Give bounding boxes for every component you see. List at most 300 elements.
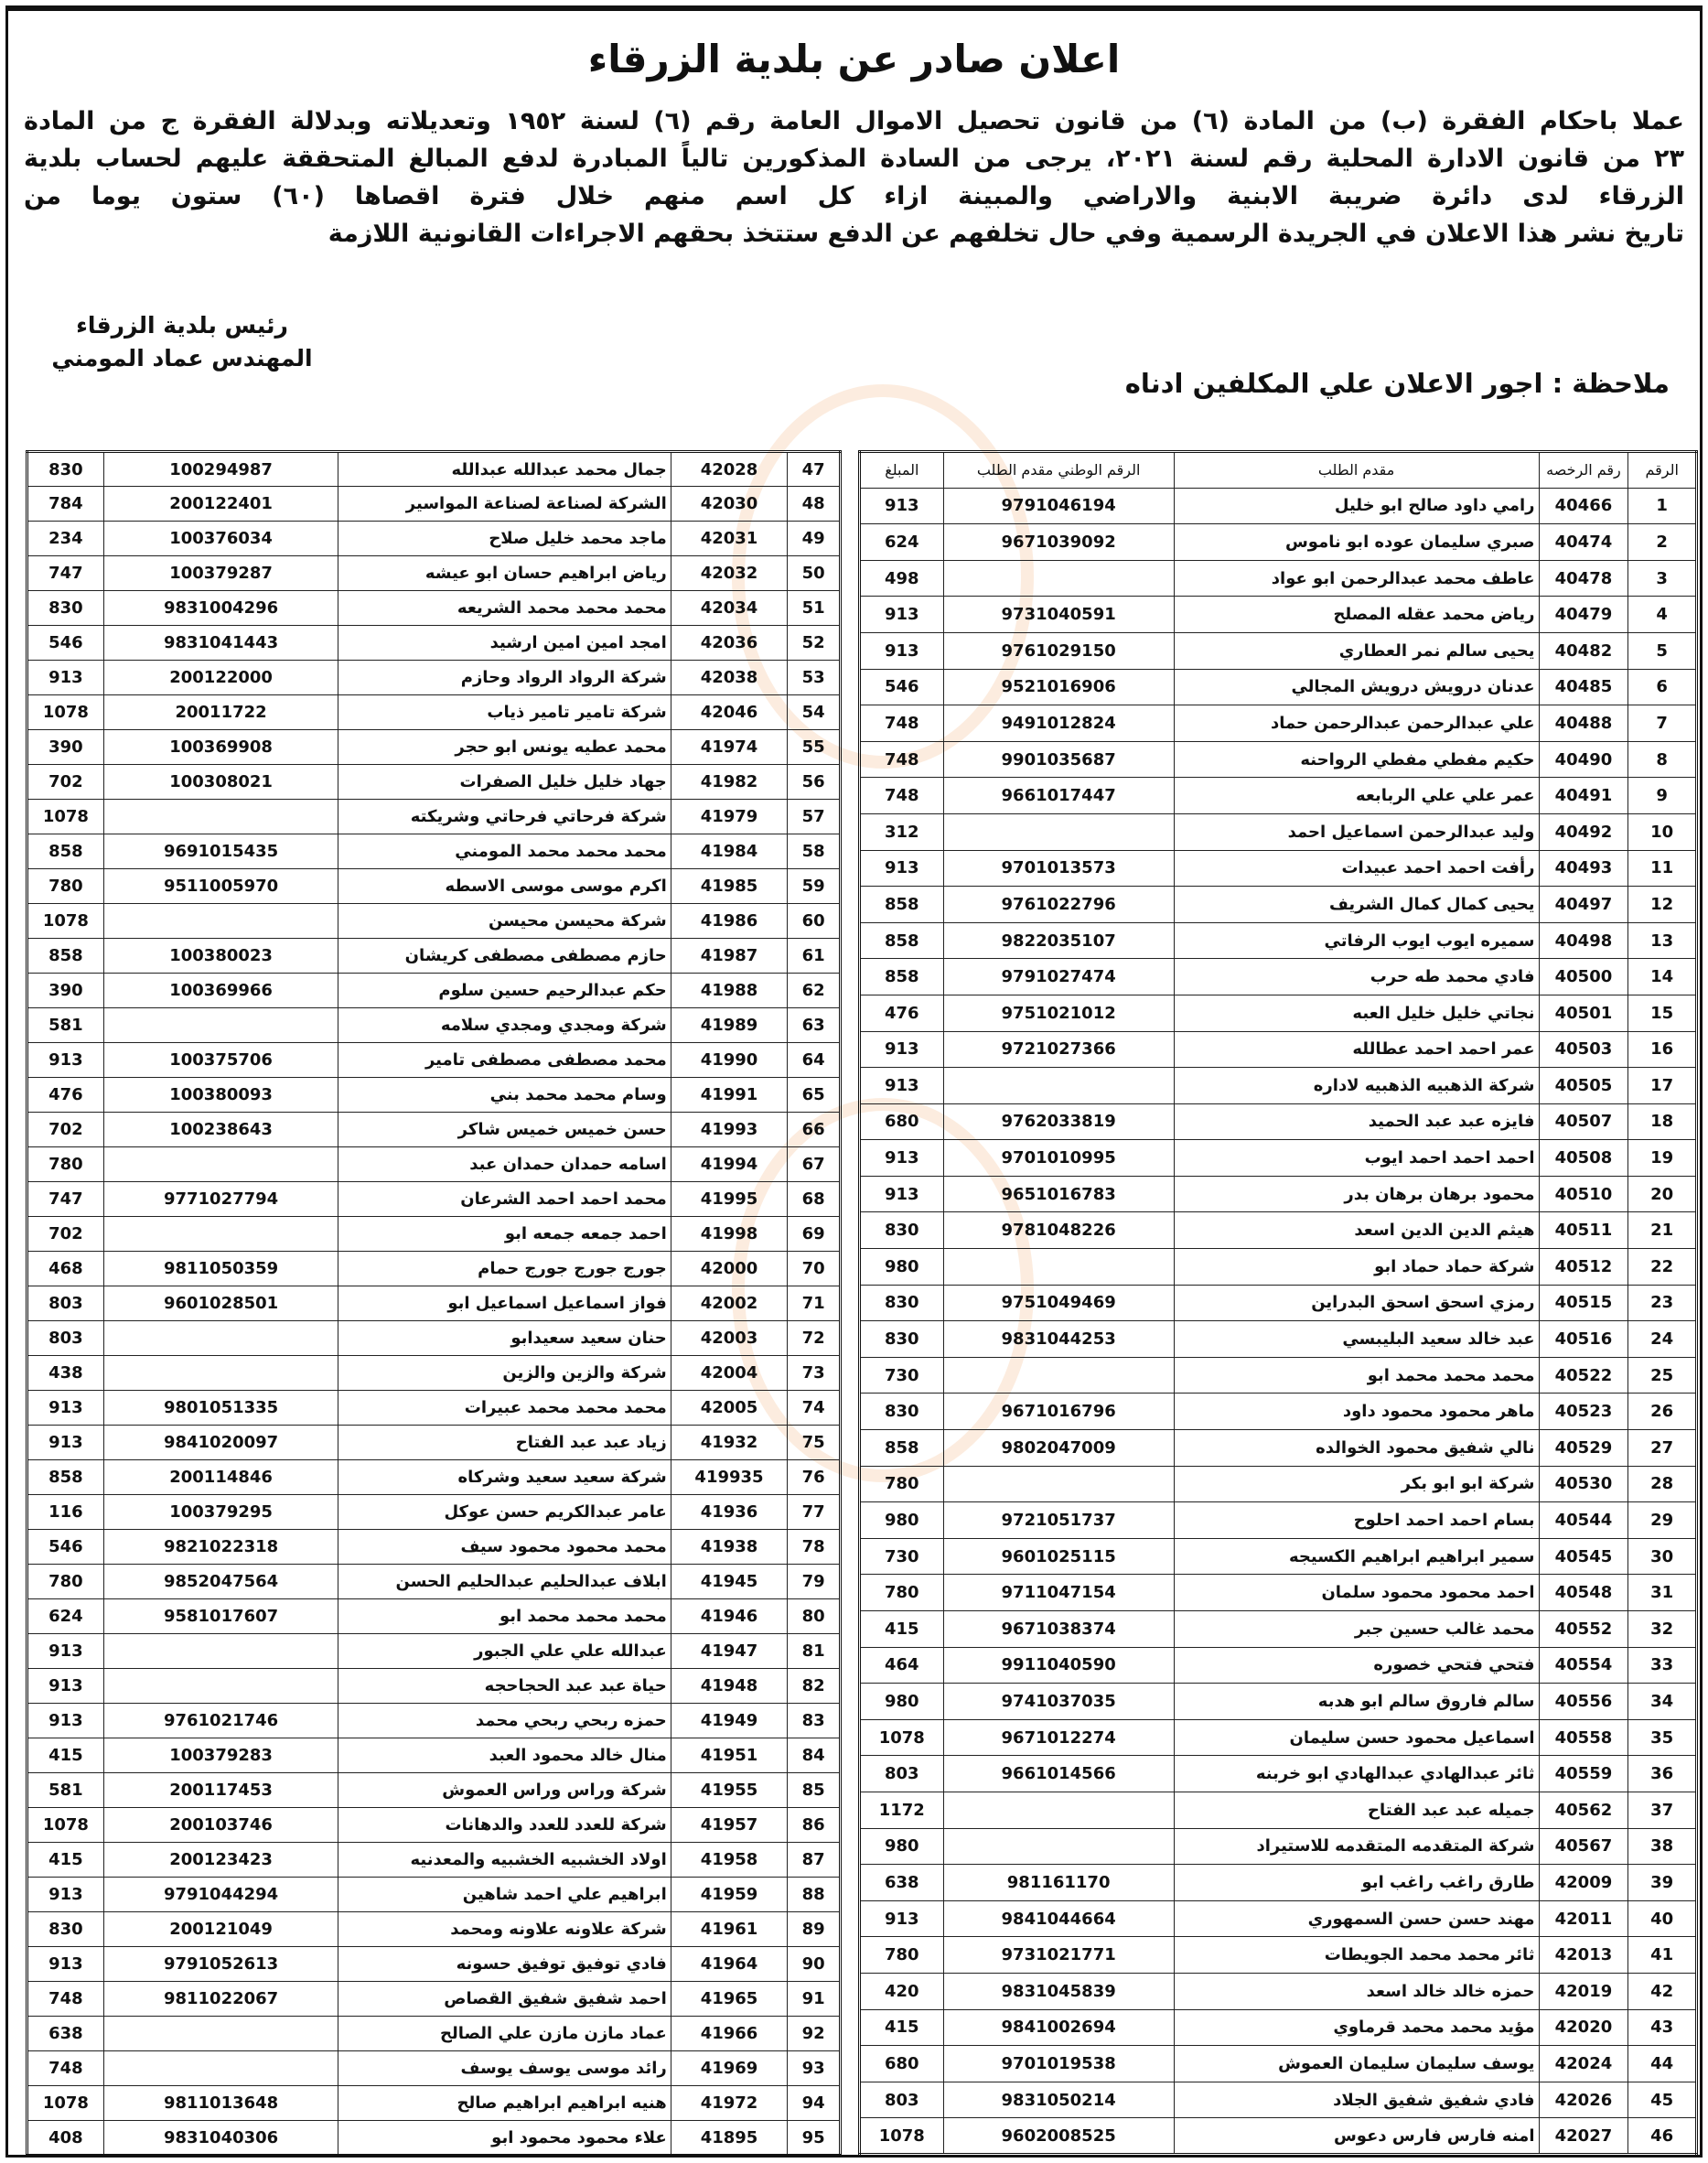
amount-cell: 116 (27, 1495, 104, 1530)
national-id-cell (943, 1828, 1174, 1865)
table-row (860, 741, 1697, 778)
amount-cell: 1078 (27, 904, 104, 939)
applicant-name-cell: بسام احمد احمد احلوح (1174, 1502, 1539, 1539)
national-id-cell (943, 1249, 1174, 1286)
license-number-cell: 40567 (1539, 1828, 1628, 1865)
license-number-cell: 42003 (671, 1321, 788, 1356)
amount-cell: 747 (27, 556, 104, 591)
row-number-cell: 88 (788, 1878, 841, 1912)
national-id-cell: 100375706 (103, 1043, 338, 1078)
row-number-cell: 53 (788, 661, 841, 695)
applicant-name-cell: شركة ومجدي ومجدي سلامه (338, 1008, 671, 1043)
license-number-cell: 40510 (1539, 1176, 1628, 1212)
applicant-name-cell: صبري سليمان عوده ابو ناموس (1174, 524, 1539, 561)
license-number-cell: 40474 (1539, 524, 1628, 561)
body-line: عملا باحكام الفقرة (ب) من المادة (٦) من قانون تحصيل الاموال العامة رقم (٦) لسنة ١٩٥٢ وتعديلاته وبدلالة الفقرة ج من المادة (24, 107, 1684, 135)
row-number-cell: 71 (788, 1286, 841, 1321)
applicant-name-cell: طارق راغب راغب ابو (1174, 1865, 1539, 1901)
license-number-cell: 42030 (671, 487, 788, 522)
national-id-cell: 9801051335 (103, 1391, 338, 1426)
row-number-cell: 69 (788, 1217, 841, 1252)
national-id-cell: 9841002694 (943, 2009, 1174, 2046)
national-id-cell: 100380093 (103, 1078, 338, 1113)
row-number-cell: 70 (788, 1252, 841, 1286)
amount-cell: 803 (27, 1286, 104, 1321)
license-number-cell: 40485 (1539, 669, 1628, 705)
license-number-cell: 40548 (1539, 1575, 1628, 1611)
national-id-cell: 9831040306 (103, 2121, 338, 2156)
license-number-cell: 42024 (1539, 2046, 1628, 2082)
license-number-cell: 40554 (1539, 1647, 1628, 1684)
table-row (860, 597, 1697, 633)
amount-cell: 980 (860, 1684, 944, 1720)
row-number-cell: 80 (788, 1599, 841, 1634)
row-number-cell: 16 (1628, 1031, 1697, 1068)
applicant-name-cell: نالي شفيق محمود الخوالده (1174, 1430, 1539, 1467)
row-number-cell: 76 (788, 1460, 841, 1495)
national-id-cell (103, 1147, 338, 1182)
amount-cell: 420 (860, 1973, 944, 2009)
license-number-cell: 42020 (1539, 2009, 1628, 2046)
table-row (860, 1285, 1697, 1321)
license-number-cell: 40515 (1539, 1285, 1628, 1321)
national-id-cell (103, 1217, 338, 1252)
license-number-cell: 40556 (1539, 1684, 1628, 1720)
license-number-cell: 42046 (671, 695, 788, 730)
amount-cell: 830 (860, 1321, 944, 1358)
applicant-name-cell: منال خالد محمود العبد (338, 1738, 671, 1773)
national-id-cell: 100379287 (103, 556, 338, 591)
license-number-cell: 41979 (671, 800, 788, 834)
row-number-cell: 56 (788, 765, 841, 800)
applicant-name-cell: رياض محمد عقله المصلح (1174, 597, 1539, 633)
applicant-name-cell: رأفت احمد احمد عبيدات (1174, 850, 1539, 887)
row-number-cell: 5 (1628, 632, 1697, 669)
amount-cell: 858 (27, 1460, 104, 1495)
license-number-cell: 42027 (1539, 2118, 1628, 2155)
license-number-cell: 41972 (671, 2086, 788, 2121)
amount-cell: 913 (27, 1669, 104, 1704)
applicant-name-cell: فادي توفيق توفيق حسونه (338, 1947, 671, 1982)
license-number-cell: 42032 (671, 556, 788, 591)
row-number-cell: 92 (788, 2017, 841, 2051)
table-row (27, 1356, 841, 1391)
license-number-cell: 40493 (1539, 850, 1628, 887)
table-row (27, 1982, 841, 2017)
row-number-cell: 43 (1628, 2009, 1697, 2046)
national-id-cell: 9852047564 (103, 1565, 338, 1599)
license-number-cell: 41961 (671, 1912, 788, 1947)
table-row (27, 834, 841, 869)
license-number-cell: 41966 (671, 2017, 788, 2051)
license-number-cell: 41964 (671, 1947, 788, 1982)
row-number-cell: 62 (788, 974, 841, 1008)
national-id-cell: 9831045839 (943, 1973, 1174, 2009)
row-number-cell: 82 (788, 1669, 841, 1704)
amount-cell: 913 (860, 1140, 944, 1177)
national-id-cell: 100380023 (103, 939, 338, 974)
note: ملاحظة : اجور الاعلان علي المكلفين ادناه (1124, 368, 1670, 399)
applicant-name-cell: ثائر عبدالهادي عبدالهادي ابو خربنه (1174, 1756, 1539, 1792)
table-row (860, 922, 1697, 959)
license-number-cell: 41945 (671, 1565, 788, 1599)
amount-cell: 1078 (27, 800, 104, 834)
row-number-cell: 48 (788, 487, 841, 522)
table-row (860, 2082, 1697, 2118)
national-id-cell: 9701010995 (943, 1140, 1174, 1177)
national-id-cell: 200122000 (103, 661, 338, 695)
national-id-cell (943, 1466, 1174, 1502)
table-row (860, 1031, 1697, 1068)
amount-cell: 830 (27, 452, 104, 487)
amount-cell: 780 (860, 1466, 944, 1502)
row-number-cell: 55 (788, 730, 841, 765)
license-number-cell: 41957 (671, 1808, 788, 1843)
license-number-cell: 41947 (671, 1634, 788, 1669)
license-number-cell: 40508 (1539, 1140, 1628, 1177)
national-id-cell (943, 1068, 1174, 1104)
amount-cell: 913 (860, 1031, 944, 1068)
license-number-cell: 41958 (671, 1843, 788, 1878)
license-number-cell: 40501 (1539, 995, 1628, 1031)
row-number-cell: 57 (788, 800, 841, 834)
table-row (860, 1684, 1697, 1720)
applicant-name-cell: رياض ابراهيم حسان ابو عيشه (338, 556, 671, 591)
national-id-cell: 9802047009 (943, 1430, 1174, 1467)
amount-cell: 546 (27, 1530, 104, 1565)
amount-cell: 780 (27, 1147, 104, 1182)
table-row (860, 1176, 1697, 1212)
row-number-cell: 29 (1628, 1502, 1697, 1539)
national-id-cell: 9701019538 (943, 2046, 1174, 2082)
national-id-cell: 100308021 (103, 765, 338, 800)
national-id-cell: 9761022796 (943, 887, 1174, 923)
table-row (27, 869, 841, 904)
applicant-name-cell: نجاتي خليل خليل العبه (1174, 995, 1539, 1031)
applicant-name-cell: حياة عبد عبد الحجاحجه (338, 1669, 671, 1704)
amount-cell: 748 (860, 778, 944, 814)
row-number-cell: 20 (1628, 1176, 1697, 1212)
applicant-name-cell: سالم فاروق سالم ابو هدبه (1174, 1684, 1539, 1720)
table-row (860, 1575, 1697, 1611)
table-row (27, 1113, 841, 1147)
amount-cell: 702 (27, 765, 104, 800)
amount-cell: 980 (860, 1249, 944, 1286)
applicant-name-cell: اكرم موسى موسى الاسطه (338, 869, 671, 904)
amount-cell: 780 (27, 1565, 104, 1599)
amount-cell: 581 (27, 1773, 104, 1808)
national-id-cell (943, 813, 1174, 850)
applicant-name-cell: محمد غالب حسين جبر (1174, 1611, 1539, 1648)
amount-cell: 1078 (860, 2118, 944, 2155)
applicant-name-cell: شركة المتقدمه المتقدمه للاستيراد (1174, 1828, 1539, 1865)
applicant-name-cell: شركة والزين والزين (338, 1356, 671, 1391)
row-number-cell: 85 (788, 1773, 841, 1808)
license-number-cell: 41986 (671, 904, 788, 939)
license-number-cell: 42028 (671, 452, 788, 487)
license-number-cell: 41959 (671, 1878, 788, 1912)
amount-cell: 680 (860, 2046, 944, 2082)
table-row (860, 1973, 1697, 2009)
amount-cell: 913 (27, 1391, 104, 1426)
applicant-name-cell: شركة سعيد سعيد وشركاه (338, 1460, 671, 1495)
amount-cell: 438 (27, 1356, 104, 1391)
national-id-cell: 200121049 (103, 1912, 338, 1947)
license-number-cell: 41969 (671, 2051, 788, 2086)
license-number-cell: 40488 (1539, 705, 1628, 742)
row-number-cell: 61 (788, 939, 841, 974)
applicant-name-cell: محمد مصطفى مصطفى تامير (338, 1043, 671, 1078)
license-number-cell: 41974 (671, 730, 788, 765)
table-row (27, 1704, 841, 1738)
applicant-name-cell: عدنان درويش درويش المجالي (1174, 669, 1539, 705)
amount-cell: 980 (860, 1502, 944, 1539)
row-number-cell: 51 (788, 591, 841, 626)
table-row (860, 1719, 1697, 1756)
table-row (27, 765, 841, 800)
row-number-cell: 18 (1628, 1103, 1697, 1140)
row-number-cell: 91 (788, 1982, 841, 2017)
license-number-cell: 41895 (671, 2121, 788, 2156)
row-number-cell: 93 (788, 2051, 841, 2086)
row-number-cell: 87 (788, 1843, 841, 1878)
header-applicant-name: مقدم الطلب (1174, 452, 1539, 489)
applicant-name-cell: الشركة لصناعة لصناعة المواسير (338, 487, 671, 522)
license-number-cell: 42019 (1539, 1973, 1628, 2009)
amount-cell: 980 (860, 1828, 944, 1865)
license-number-cell: 41948 (671, 1669, 788, 1704)
applicant-name-cell: عبد خالد سعيد البليبسي (1174, 1321, 1539, 1358)
row-number-cell: 79 (788, 1565, 841, 1599)
amount-cell: 1078 (27, 695, 104, 730)
amount-cell: 830 (27, 591, 104, 626)
applicant-name-cell: جميله عبد عبد الفتاح (1174, 1792, 1539, 1828)
row-number-cell: 37 (1628, 1792, 1697, 1828)
applicant-name-cell: رامي داود صالح ابو خليل (1174, 488, 1539, 524)
row-number-cell: 27 (1628, 1430, 1697, 1467)
table-row (27, 2017, 841, 2051)
license-number-cell: 41994 (671, 1147, 788, 1182)
table-row (860, 959, 1697, 995)
row-number-cell: 59 (788, 869, 841, 904)
license-number-cell: 41990 (671, 1043, 788, 1078)
table-row (860, 705, 1697, 742)
license-number-cell: 42034 (671, 591, 788, 626)
applicant-name-cell: شركة تامير تامير ذياب (338, 695, 671, 730)
amount-cell: 624 (27, 1599, 104, 1634)
table-row (27, 939, 841, 974)
amount-cell: 803 (860, 1756, 944, 1792)
national-id-cell: 9601025115 (943, 1538, 1174, 1575)
applicant-name-cell: شركة الرواد الرواد وحازم (338, 661, 671, 695)
applicant-name-cell: فتحي فتحي خصوره (1174, 1647, 1539, 1684)
table-row (27, 1008, 841, 1043)
amount-cell: 312 (860, 813, 944, 850)
national-id-cell: 100376034 (103, 522, 338, 556)
amount-cell: 913 (27, 1947, 104, 1982)
applicant-name-cell: يحيى سالم نمر العطاري (1174, 632, 1539, 669)
row-number-cell: 52 (788, 626, 841, 661)
amount-cell: 748 (860, 741, 944, 778)
national-id-cell: 9701013573 (943, 850, 1174, 887)
national-id-cell: 100294987 (103, 452, 338, 487)
license-number-cell: 42002 (671, 1286, 788, 1321)
amount-cell: 830 (860, 1394, 944, 1430)
national-id-cell: 100379295 (103, 1495, 338, 1530)
table-row (27, 1808, 841, 1843)
applicant-name-cell: شركة فرحاتي فرحاتي وشريكته (338, 800, 671, 834)
row-number-cell: 8 (1628, 741, 1697, 778)
license-number-cell: 42038 (671, 661, 788, 695)
row-number-cell: 39 (1628, 1865, 1697, 1901)
applicant-name-cell: حكم عبدالرحيم حسين سلوم (338, 974, 671, 1008)
table-row (27, 2051, 841, 2086)
table-row (27, 1426, 841, 1460)
applicant-name-cell: احمد شفيق شفيق القصاص (338, 1982, 671, 2017)
header-amount: المبلغ (860, 452, 944, 489)
amount-cell: 390 (27, 730, 104, 765)
applicant-name-cell: وسام محمد محمد بني (338, 1078, 671, 1113)
amount-cell: 730 (860, 1538, 944, 1575)
amount-cell: 913 (860, 488, 944, 524)
row-number-cell: 46 (1628, 2118, 1697, 2155)
national-id-cell: 9741037035 (943, 1684, 1174, 1720)
applicant-name-cell: فايزه عبد عبد الحميد (1174, 1103, 1539, 1140)
national-id-cell: 9781048226 (943, 1212, 1174, 1249)
amount-cell: 913 (27, 1426, 104, 1460)
license-number-cell: 41985 (671, 869, 788, 904)
table-row (27, 1252, 841, 1286)
national-id-cell (943, 1357, 1174, 1394)
applicant-name-cell: شركة للعدد للعدد والدهانات (338, 1808, 671, 1843)
table-row (860, 488, 1697, 524)
table-row (27, 1078, 841, 1113)
national-id-cell: 9831004296 (103, 591, 338, 626)
row-number-cell: 47 (788, 452, 841, 487)
national-id-cell (103, 1669, 338, 1704)
national-id-cell: 200103746 (103, 1808, 338, 1843)
national-id-cell: 9831041443 (103, 626, 338, 661)
national-id-cell: 200123423 (103, 1843, 338, 1878)
amount-cell: 546 (860, 669, 944, 705)
amount-cell: 702 (27, 1217, 104, 1252)
table-row (860, 1321, 1697, 1358)
row-number-cell: 83 (788, 1704, 841, 1738)
table-row (27, 695, 841, 730)
row-number-cell: 45 (1628, 2082, 1697, 2118)
applicant-name-cell: يحيى كمال كمال الشريف (1174, 887, 1539, 923)
row-number-cell: 66 (788, 1113, 841, 1147)
license-number-cell: 40482 (1539, 632, 1628, 669)
row-number-cell: 24 (1628, 1321, 1697, 1358)
applicant-name-cell: ثائر محمد محمد الجويطات (1174, 1937, 1539, 1974)
row-number-cell: 33 (1628, 1647, 1697, 1684)
amount-cell: 415 (27, 1843, 104, 1878)
license-number-cell: 42005 (671, 1391, 788, 1426)
row-number-cell: 44 (1628, 2046, 1697, 2082)
national-id-cell: 9751049469 (943, 1285, 1174, 1321)
row-number-cell: 10 (1628, 813, 1697, 850)
amount-cell: 498 (860, 560, 944, 597)
national-id-cell (103, 904, 338, 939)
applicant-name-cell: ابراهيم علي احمد شاهين (338, 1878, 671, 1912)
amount-cell: 415 (860, 1611, 944, 1648)
row-number-cell: 26 (1628, 1394, 1697, 1430)
license-number-cell: 41991 (671, 1078, 788, 1113)
table-row (27, 1878, 841, 1912)
signature-title: رئيس بلدية الزرقاء (76, 312, 288, 339)
applicant-name-cell: فادي شفيق شفيق الجلاد (1174, 2082, 1539, 2118)
amount-cell: 408 (27, 2121, 104, 2156)
national-id-cell: 9581017607 (103, 1599, 338, 1634)
license-number-cell: 40505 (1539, 1068, 1628, 1104)
row-number-cell: 63 (788, 1008, 841, 1043)
row-number-cell: 68 (788, 1182, 841, 1217)
national-id-cell: 9721027366 (943, 1031, 1174, 1068)
applicant-name-cell: محمد محمد محمد ابو (338, 1599, 671, 1634)
license-number-cell: 40466 (1539, 488, 1628, 524)
applicant-name-cell: يوسف سليمان سليمان العموش (1174, 2046, 1539, 2082)
row-number-cell: 89 (788, 1912, 841, 1947)
amount-cell: 913 (27, 1878, 104, 1912)
row-number-cell: 65 (788, 1078, 841, 1113)
applicant-name-cell: هنيه ابراهيم ابراهيم صالح (338, 2086, 671, 2121)
applicant-name-cell: جمال محمد عبدالله عبدالله (338, 452, 671, 487)
national-id-cell: 9651016783 (943, 1176, 1174, 1212)
row-number-cell: 32 (1628, 1611, 1697, 1648)
national-id-cell: 9711047154 (943, 1575, 1174, 1611)
amount-cell: 858 (860, 922, 944, 959)
national-id-cell: 9602008525 (943, 2118, 1174, 2155)
amount-cell: 858 (860, 887, 944, 923)
amount-cell: 748 (27, 2051, 104, 2086)
license-number-cell: 40552 (1539, 1611, 1628, 1648)
license-number-cell: 42036 (671, 626, 788, 661)
applicant-name-cell: محمد احمد احمد الشرعان (338, 1182, 671, 1217)
table-row (27, 661, 841, 695)
row-number-cell: 17 (1628, 1068, 1697, 1104)
amount-cell: 1078 (860, 1719, 944, 1756)
license-number-cell: 42026 (1539, 2082, 1628, 2118)
national-id-cell: 100369966 (103, 974, 338, 1008)
national-id-cell (103, 1008, 338, 1043)
amount-cell: 830 (27, 1912, 104, 1947)
license-number-cell: 40562 (1539, 1792, 1628, 1828)
license-number-cell: 42009 (1539, 1865, 1628, 1901)
row-number-cell: 13 (1628, 922, 1697, 959)
national-id-cell: 9671038374 (943, 1611, 1174, 1648)
applicant-name-cell: شركة علاونه علاونه ومحمد (338, 1912, 671, 1947)
national-id-cell: 20011722 (103, 695, 338, 730)
applicant-name-cell: محمد محمد محمد عبيرات (338, 1391, 671, 1426)
row-number-cell: 90 (788, 1947, 841, 1982)
amount-cell: 858 (860, 959, 944, 995)
table-row (27, 1391, 841, 1426)
row-number-cell: 86 (788, 1808, 841, 1843)
table-row (860, 1937, 1697, 1974)
signature (31, 309, 333, 375)
national-id-cell: 9661014566 (943, 1756, 1174, 1792)
applicant-name-cell: امجد امين امين ارشيد (338, 626, 671, 661)
national-id-cell (103, 1321, 338, 1356)
table-row (27, 1043, 841, 1078)
amount-cell: 913 (860, 1900, 944, 1937)
applicant-name-cell: فواز اسماعيل اسماعيل ابو (338, 1286, 671, 1321)
table-row (860, 1357, 1697, 1394)
national-id-cell: 9511005970 (103, 869, 338, 904)
applicant-name-cell: ماجد محمد خليل صلاح (338, 522, 671, 556)
row-number-cell: 30 (1628, 1538, 1697, 1575)
